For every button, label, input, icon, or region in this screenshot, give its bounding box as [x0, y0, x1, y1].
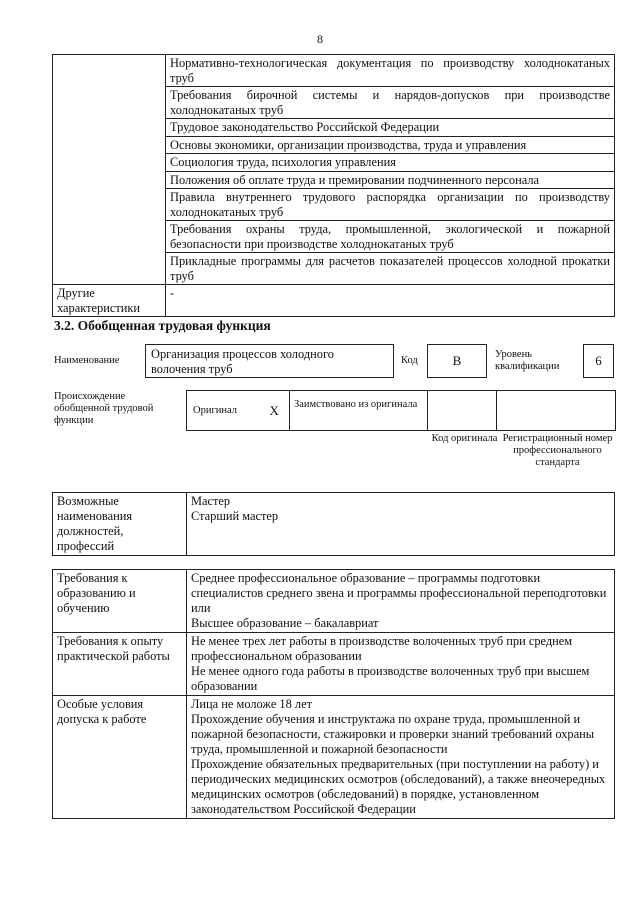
origin-label: Происхождение обобщенной трудовой функции: [54, 391, 154, 426]
conditions-line: Прохождение обучения и инструктажа по охране труда, промышленной и пожарной безопасности, стажировки и проверки знаний требований охраны труда, промышленной и пожарной безопасности: [191, 712, 595, 756]
education-values: [187, 570, 615, 633]
knowledge-item: Основы экономики, организации производства, труда и управления: [166, 136, 615, 154]
education-label: Требования к образованию и обучению: [53, 570, 187, 633]
education-line: или: [191, 601, 211, 615]
knowledge-item: Прикладные программы для расчетов показателей процессов холодной прокатки труб: [166, 253, 615, 285]
origin-table: [186, 390, 616, 431]
conditions-label: Особые условия допуска к работе: [53, 696, 187, 819]
section-title: 3.2. Обобщенная трудовая функция: [54, 318, 271, 333]
borrowed-label: Заимствовано из оригинала: [290, 391, 428, 431]
code-box: [427, 344, 487, 378]
code-label: Код: [401, 355, 418, 366]
experience-line: Не менее трех лет работы в производстве волоченных труб при среднем профессиональном образовании: [191, 634, 573, 663]
conditions-values: [187, 696, 615, 819]
page-number: 8: [317, 32, 323, 46]
original-label: Оригинал: [187, 391, 260, 431]
function-name-box: [145, 344, 394, 378]
original-code-caption: Код оригинала: [431, 433, 498, 444]
original-code-cell: [428, 391, 497, 431]
registration-number-caption: Регистрационный номер профессионального стандарта: [502, 433, 613, 468]
level-value: 6: [595, 353, 602, 368]
level-label: Уровень квалификации: [495, 349, 560, 372]
other-characteristics-label: Другие характеристики: [53, 285, 166, 317]
original-mark: X: [260, 391, 290, 431]
knowledge-item: Нормативно-технологическая документация по производству холоднокатаных труб: [166, 55, 615, 87]
level-box: [583, 344, 614, 378]
position-item: Старший мастер: [191, 509, 279, 523]
registration-number-cell: [497, 391, 616, 431]
position-item: Мастер: [191, 494, 231, 508]
experience-line: Не менее одного года работы в производстве волоченных труб при высшем образовании: [191, 664, 590, 693]
knowledge-item: Правила внутреннего трудового распорядка организации по производству холоднокатаных труб: [166, 189, 615, 221]
function-name: Организация процессов холодного волочения труб: [151, 347, 334, 376]
conditions-line: Прохождение обязательных предварительных (при поступлении на работу) и периодических медицинских осмотров (обследований), а также внеочередных медицинских осмотров (обследований) в порядке, установленном законодательством Российской Федерации: [191, 757, 606, 816]
positions-label: Возможные наименования должностей, профессий: [53, 493, 187, 556]
knowledge-item: Положения об оплате труда и премировании подчиненного персонала: [166, 171, 615, 189]
other-characteristics-value: -: [166, 285, 615, 317]
education-line: Высшее образование – бакалавриат: [191, 616, 379, 630]
code-value: B: [452, 353, 462, 368]
experience-label: Требования к опыту практической работы: [53, 633, 187, 696]
knowledge-item: Требования охраны труда, промышленной, экологической и пожарной безопасности при производстве холоднокатаных труб: [166, 221, 615, 253]
knowledge-label-cell: [53, 55, 166, 285]
knowledge-item: Социология труда, психология управления: [166, 154, 615, 172]
requirements-table: [52, 569, 615, 819]
knowledge-table: [52, 54, 615, 317]
positions-values: [187, 493, 615, 556]
knowledge-item: Трудовое законодательство Российской Федерации: [166, 119, 615, 137]
education-line: Среднее профессиональное образование – программы подготовки специалистов среднего звена и программы профессиональной переподготовки: [191, 571, 607, 600]
conditions-line: Лица не моложе 18 лет: [191, 697, 313, 711]
positions-table: [52, 492, 615, 556]
name-label: Наименование: [54, 355, 120, 366]
experience-values: [187, 633, 615, 696]
knowledge-item: Требования бирочной системы и нарядов-допусков при производстве холоднокатаных труб: [166, 87, 615, 119]
